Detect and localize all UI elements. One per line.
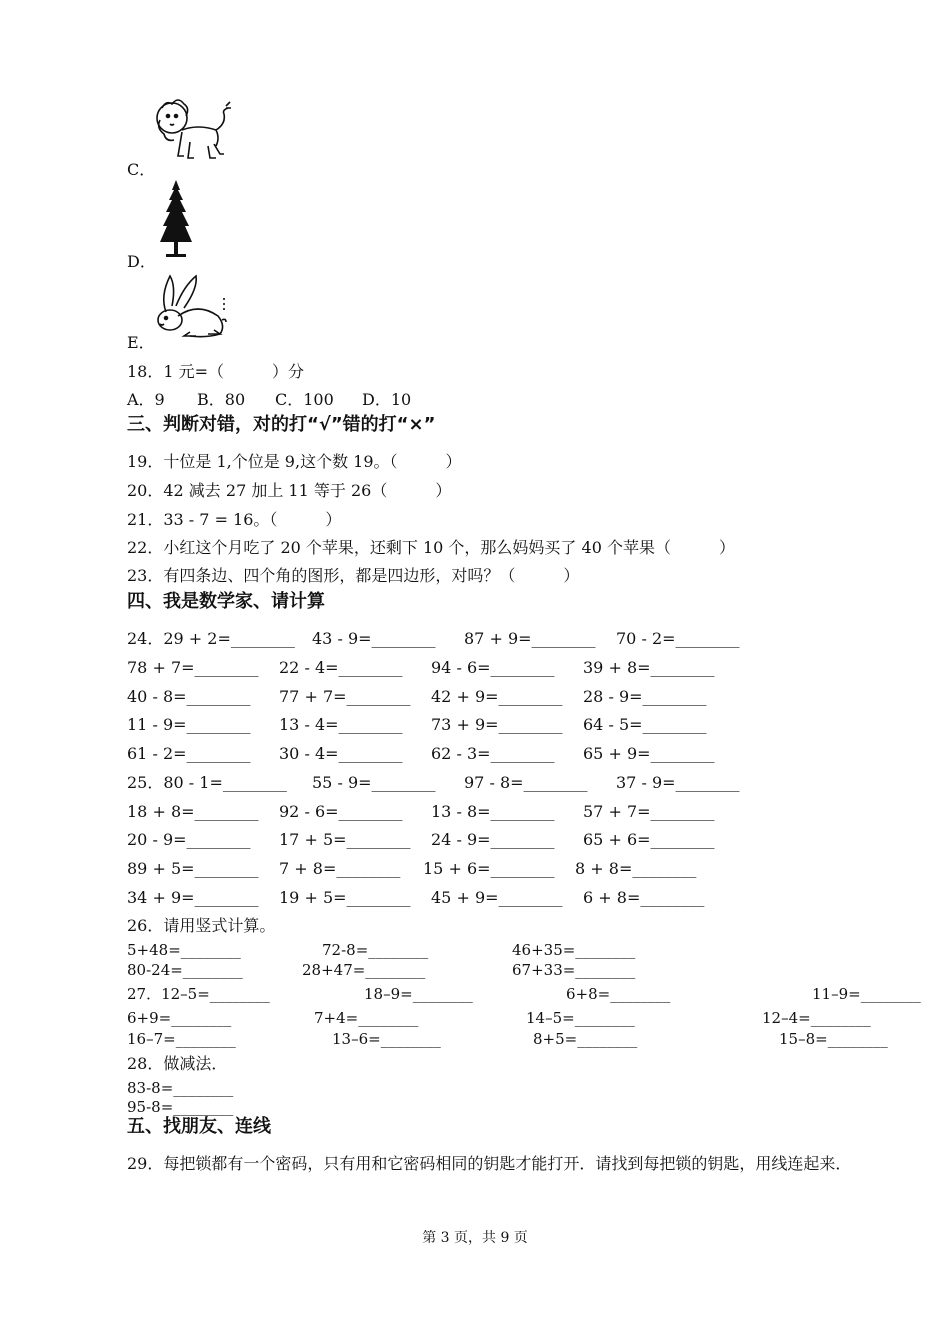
q24-cell: 43 - 9=________	[312, 629, 436, 648]
q26-cell: 72-8=________	[322, 941, 429, 959]
q25-cell: 13 - 8=________	[431, 802, 555, 821]
q27-cell: 27．12–5=________	[127, 985, 270, 1003]
q28-item: 95-8=________	[127, 1098, 234, 1116]
q25-cell: 6 + 8=________	[583, 888, 705, 907]
q24-cell: 11 - 9=________	[127, 715, 251, 734]
q22: 22．小红这个月吃了 20 个苹果，还剩下 10 个，那么妈妈买了 40 个苹果（ ）	[127, 538, 735, 557]
q24-cell: 73 + 9=________	[431, 715, 563, 734]
q25-cell: 8 + 8=________	[575, 859, 697, 878]
q25-cell: 19 + 5=________	[279, 888, 411, 907]
q24-cell: 78 + 7=________	[127, 658, 259, 677]
q24-cell: 70 - 2=________	[616, 629, 740, 648]
q25-cell: 24 - 9=________	[431, 830, 555, 849]
q27-cell: 11–9=________	[812, 985, 921, 1003]
q25-cell: 57 + 7=________	[583, 802, 715, 821]
q24-cell: 65 + 9=________	[583, 744, 715, 763]
q26-cell: 67+33=________	[512, 961, 636, 979]
q27-cell: 7+4=________	[314, 1009, 419, 1027]
q25-cell: 7 + 8=________	[279, 859, 401, 878]
q26-cell: 5+48=________	[127, 941, 241, 959]
q24-cell: 28 - 9=________	[583, 687, 707, 706]
q25-cell: 89 + 5=________	[127, 859, 259, 878]
q25-cell: 34 + 9=________	[127, 888, 259, 907]
rabbit-icon	[152, 272, 228, 340]
q24-cell: 22 - 4=________	[279, 658, 403, 677]
q24-cell: 30 - 4=________	[279, 744, 403, 763]
q24-cell: 62 - 3=________	[431, 744, 555, 763]
q25-cell: 97 - 8=________	[464, 773, 588, 792]
q18-option-d: D．10	[362, 390, 412, 409]
q27-cell: 6+8=________	[566, 985, 671, 1003]
q27-cell: 6+9=________	[127, 1009, 232, 1027]
section-3-title: 三、判断对错，对的打“√”错的打“×”	[127, 414, 436, 435]
q27-cell: 16–7=________	[127, 1030, 236, 1048]
q27-cell: 12–4=________	[762, 1009, 871, 1027]
q24-cell: 87 + 9=________	[464, 629, 596, 648]
q28-item: 83-8=________	[127, 1079, 234, 1097]
q26-cell: 80-24=________	[127, 961, 243, 979]
section-4-title: 四、我是数学家、请计算	[127, 591, 325, 612]
section-5-title: 五、找朋友、连线	[127, 1116, 271, 1137]
q18-option-a: A．9	[127, 390, 165, 409]
q29: 29．每把锁都有一个密码，只有用和它密码相同的钥匙才能打开．请找到每把锁的钥匙，用线连起来．	[127, 1154, 852, 1173]
q25-cell: 17 + 5=________	[279, 830, 411, 849]
q26-cell: 46+35=________	[512, 941, 636, 959]
q26-cell: 28+47=________	[302, 961, 426, 979]
q25-cell: 37 - 9=________	[616, 773, 740, 792]
q18-option-b: B．80	[197, 390, 246, 409]
q27-cell: 15–8=________	[779, 1030, 888, 1048]
q25-cell: 15 + 6=________	[423, 859, 555, 878]
q24-cell: 94 - 6=________	[431, 658, 555, 677]
option-e-label: E．	[127, 333, 155, 352]
q27-cell: 8+5=________	[533, 1030, 638, 1048]
q26-stem: 26．请用竖式计算。	[127, 916, 276, 935]
q24-cell: 39 + 8=________	[583, 658, 715, 677]
q24-cell: 13 - 4=________	[279, 715, 403, 734]
page-number: 第 3 页，共 9 页	[422, 1230, 528, 1246]
q19: 19．十位是 1,个位是 9,这个数 19。（ ）	[127, 452, 462, 471]
q25-cell: 20 - 9=________	[127, 830, 251, 849]
q24-cell: 40 - 8=________	[127, 687, 251, 706]
option-d-label: D．	[127, 252, 156, 271]
q24-cell: 77 + 7=________	[279, 687, 411, 706]
q25-cell: 55 - 9=________	[312, 773, 436, 792]
q25-cell: 25．80 - 1=________	[127, 773, 287, 792]
tree-icon	[158, 180, 194, 260]
q20: 20．42 减去 27 加上 11 等于 26（ ）	[127, 481, 452, 500]
q23: 23．有四条边、四个角的图形，都是四边形，对吗？（ ）	[127, 566, 580, 585]
q21: 21．33 - 7 = 16。（ ）	[127, 510, 342, 529]
q25-cell: 92 - 6=________	[279, 802, 403, 821]
option-c-label: C．	[127, 160, 156, 179]
q24-cell: 42 + 9=________	[431, 687, 563, 706]
lion-icon	[152, 98, 232, 168]
q27-cell: 14–5=________	[526, 1009, 635, 1027]
q18-option-c: C．100	[275, 390, 334, 409]
q24-cell: 64 - 5=________	[583, 715, 707, 734]
q25-cell: 45 + 9=________	[431, 888, 563, 907]
q25-cell: 65 + 6=________	[583, 830, 715, 849]
q27-cell: 13–6=________	[332, 1030, 441, 1048]
q28-stem: 28．做减法．	[127, 1054, 228, 1073]
q24-cell: 61 - 2=________	[127, 744, 251, 763]
q27-cell: 18–9=________	[364, 985, 473, 1003]
q24-cell: 24．29 + 2=________	[127, 629, 295, 648]
q25-cell: 18 + 8=________	[127, 802, 259, 821]
q18-stem: 18．1 元=（ ）分	[127, 362, 305, 381]
